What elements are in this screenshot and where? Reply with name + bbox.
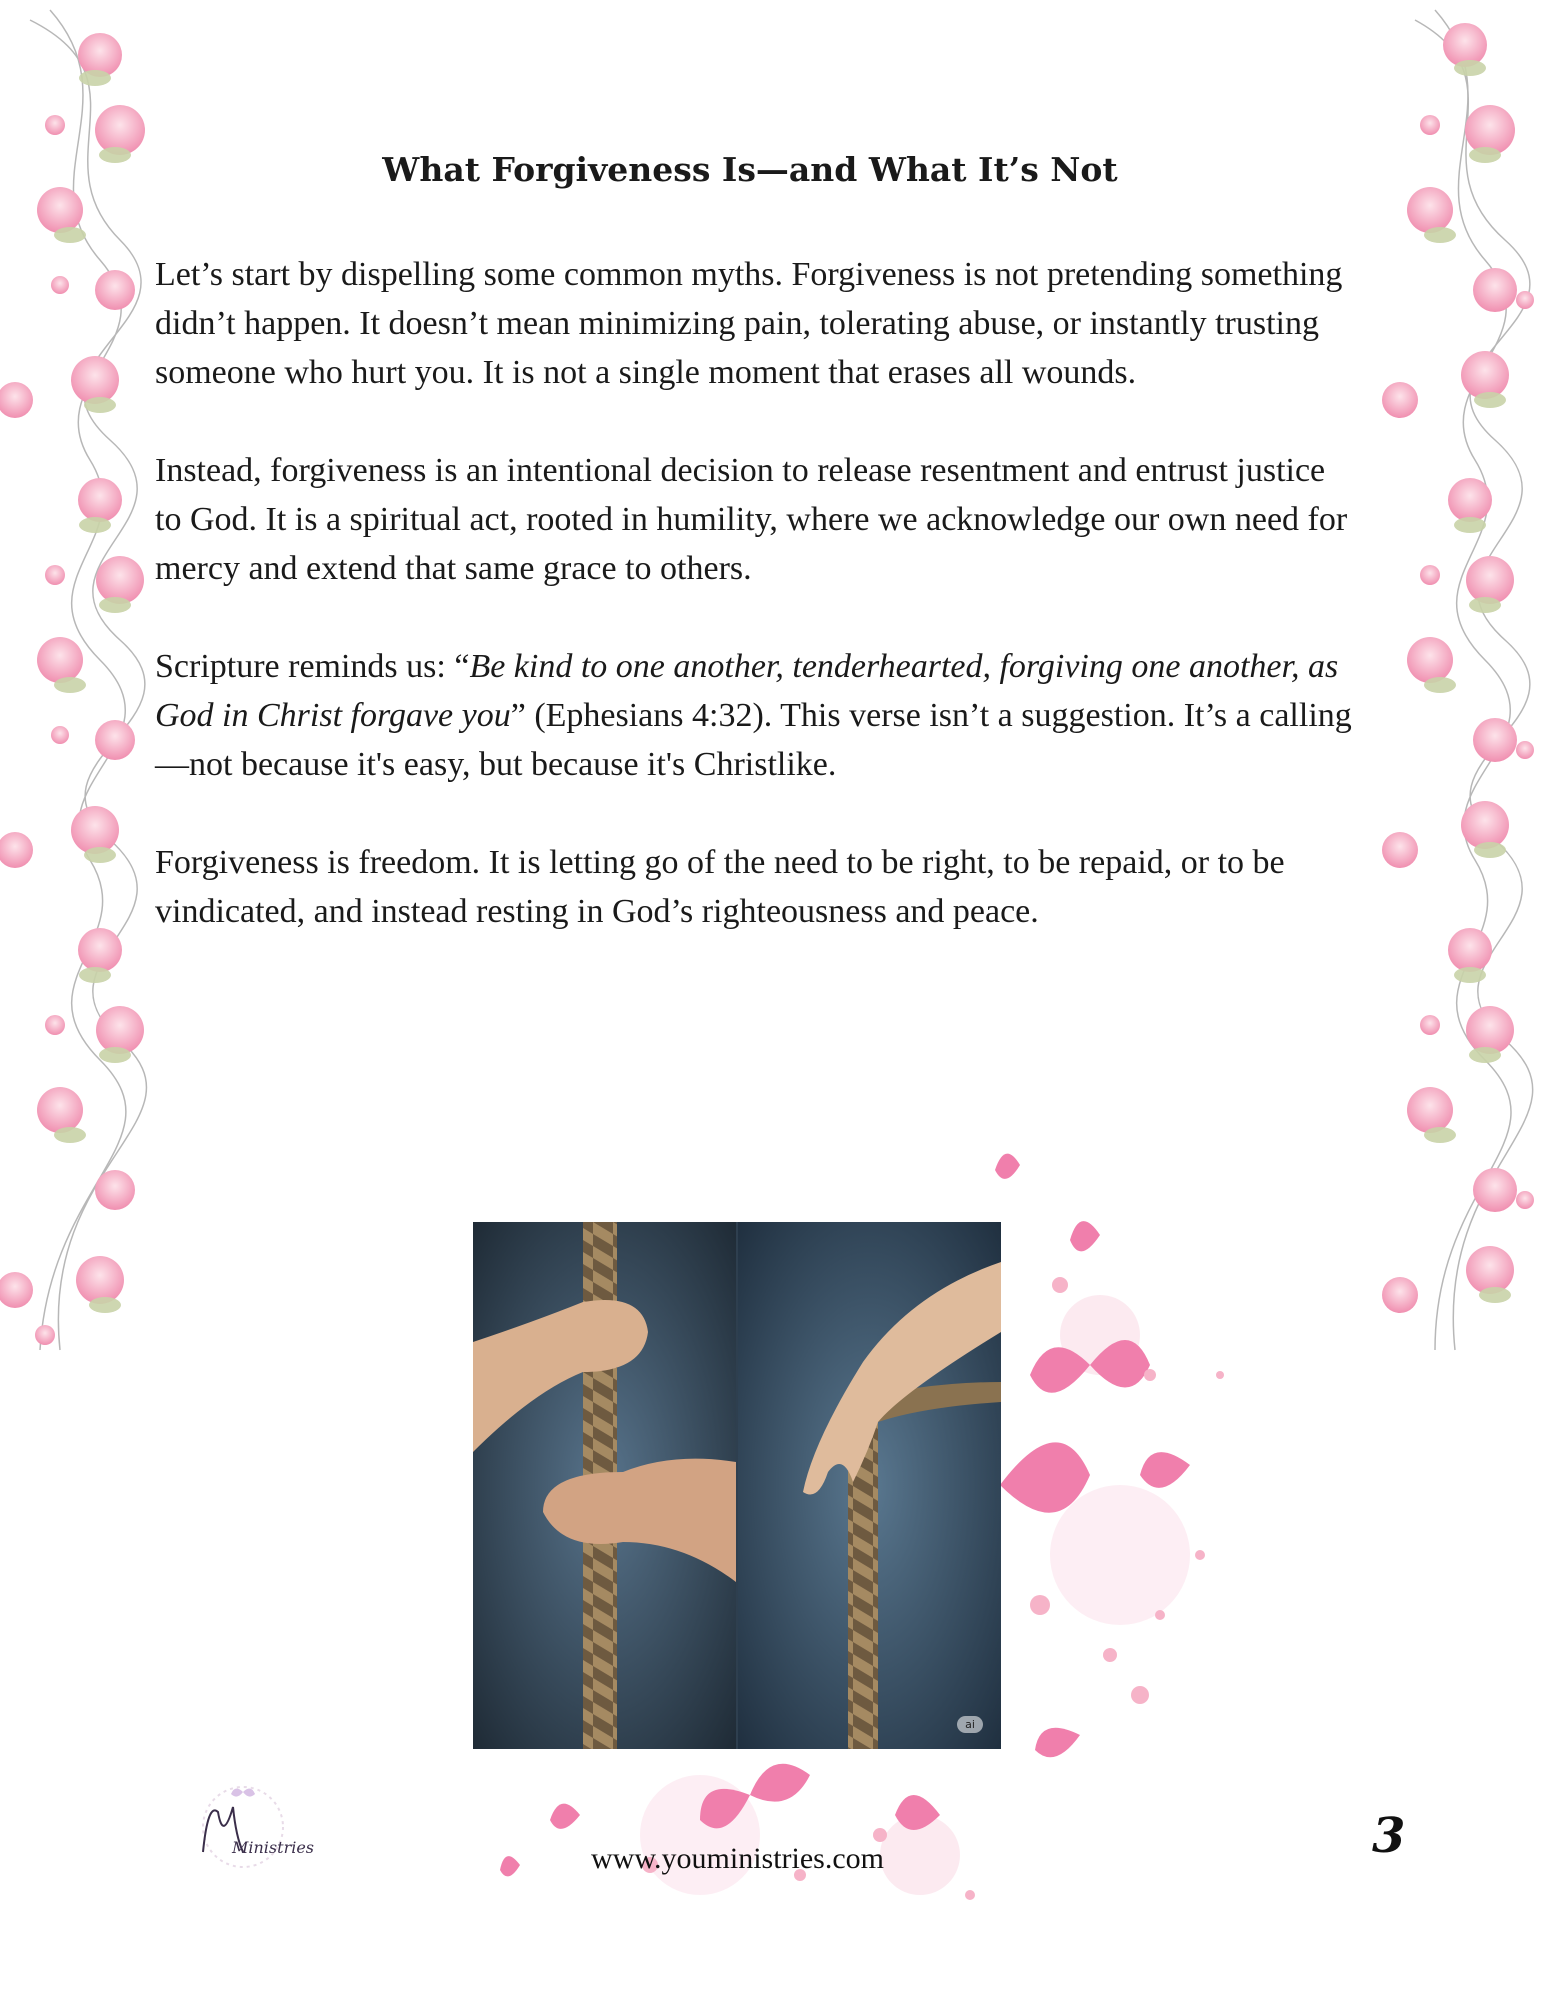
floral-border-right [1375,0,1545,1400]
website-url[interactable]: www.youministries.com [590,1842,885,1875]
article-body [155,250,1355,985]
paragraph-instead: Instead, forgiveness is an intentional decision to release resentment and entrust justice to God. It is a spiritual act, rooted in humility, where we acknowledge our own need for mercy and extend that same grace to others. [155,452,1348,587]
ai-badge: ai [957,1716,983,1733]
paragraph-myths: Let’s start by dispelling some common myths. Forgiveness is not pretending something didn’t happen. It doesn’t mean minimizing pain, tolerating abuse, or instantly trusting someone who hurt you. It is not a single moment that erases all wounds. [155,256,1343,391]
scripture-intro: Scripture reminds us: “ [155,648,470,685]
paragraph-freedom: Forgiveness is freedom. It is letting go of the need to be right, to be repaid, or to be vindicated, and instead resting in God’s righteousness and peace. [155,844,1285,930]
scripture-quote: Be kind to one another, tenderhearted, forgiving one another, as God in Christ forgave you [155,648,1339,734]
scripture-rest: ” (Ephesians 4:32). This verse isn’t a suggestion. It’s a calling—not because it's easy, but because it's Christlike. [155,697,1352,783]
floral-border-left [0,0,170,1400]
page-title: What Forgiveness Is—and What It’s Not [382,150,1118,189]
hands-holding-rope-image [473,1222,1001,1749]
page-number: 3 [1372,1808,1406,1864]
logo-text: Ministries [232,1838,315,1857]
paragraph-scripture [155,642,1355,789]
